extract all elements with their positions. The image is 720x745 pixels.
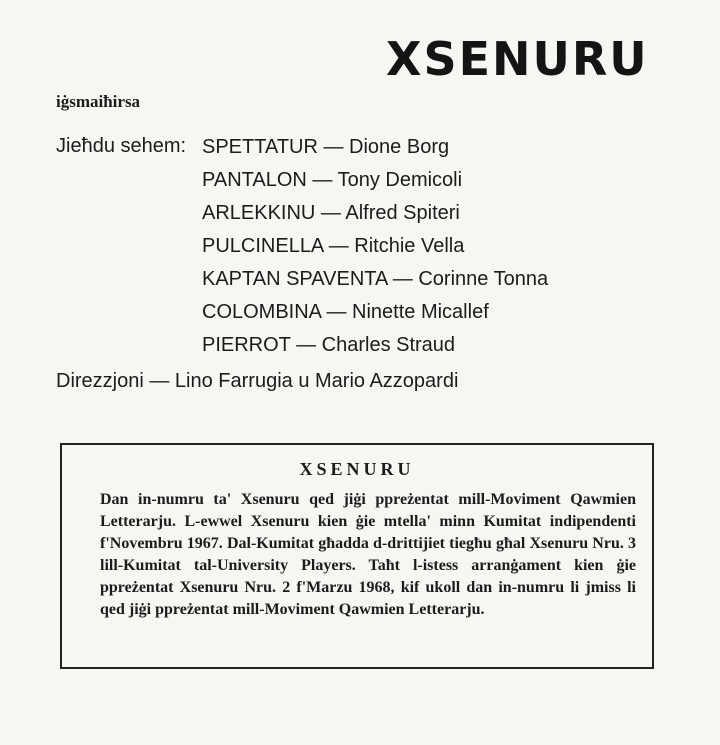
cast-member: PULCINELLA — Ritchie Vella — [202, 235, 465, 257]
notice-body: Dan in-numru ta' Xsenuru qed jiġi ppreżentat mill-Moviment Qawmien Letterarju. L-ewwel Xsenuru kien ġie mtella' minn Kumitat indipendenti f'Novembru 1967. Dal-Kumitat għadda d-drittijiet tiegħu għal Xsenuru Nru. 3 lill-Kumitat tal-University Players. Taħt l-istess arranġament kien ġie ppreżentat Xsenuru Nru. 2 f'Marzu 1968, kif ukoll dan in-numru li jmiss li qed jiġi ppreżentat mill-Moviment Qawmien Letterarju. — [100, 491, 636, 618]
cast-member: SPETTATUR — Dione Borg — [202, 136, 450, 158]
cast-member: KAPTAN SPAVENTA — Corinne Tonna — [202, 268, 549, 290]
cast-member: COLOMBINA — Ninette Micallef — [202, 301, 489, 323]
notice-title: XSENURU — [299, 459, 415, 479]
notice-box — [60, 443, 654, 669]
cast-list — [202, 135, 548, 366]
direction-credit: Direzzjoni — Lino Farrugia u Mario Azzopardi — [56, 370, 459, 392]
cast-member: ARLEKKINU — Alfred Spiteri — [202, 202, 460, 224]
cast-member: PIERROT — Charles Straud — [202, 334, 456, 356]
cast-member: PANTALON — Tony Demicoli — [202, 169, 463, 191]
page-subtitle: iġsmaiħirsa — [56, 92, 141, 111]
page-title: XSENURU — [386, 32, 649, 86]
cast-label: Jieħdu sehem: — [56, 135, 187, 157]
